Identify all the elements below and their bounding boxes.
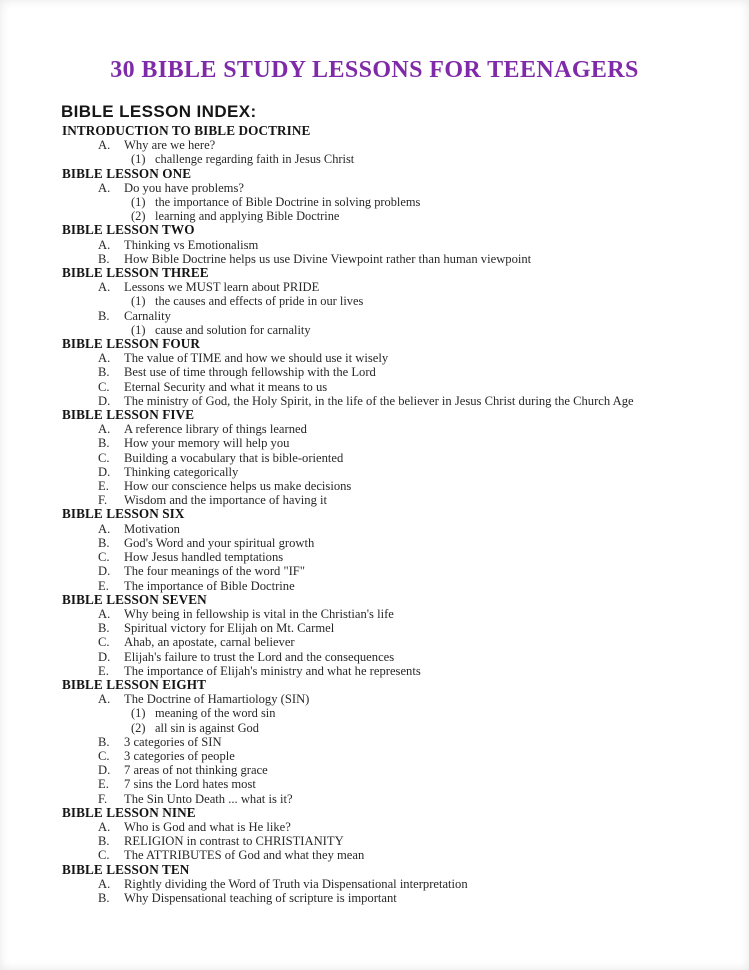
item-text: Why being in fellowship is vital in the Christian's life — [124, 606, 394, 621]
lesson-heading: BIBLE LESSON NINE — [62, 804, 196, 820]
index-item — [0, 522, 749, 536]
lesson-heading: BIBLE LESSON TWO — [62, 222, 195, 238]
item-text: 7 areas of not thinking grace — [124, 763, 268, 778]
item-text: 3 categories of SIN — [124, 734, 222, 749]
item-label: (1) — [131, 706, 146, 721]
item-label: C. — [98, 848, 110, 863]
index-item — [0, 749, 749, 763]
item-text: Who is God and what is He like? — [124, 819, 291, 834]
index-item — [0, 692, 749, 706]
lesson-heading: BIBLE LESSON EIGHT — [62, 676, 206, 692]
item-label: A. — [98, 819, 111, 834]
index-item — [0, 579, 749, 593]
lesson-heading: BIBLE LESSON FIVE — [62, 407, 195, 423]
item-text: The Doctrine of Hamartiology (SIN) — [124, 692, 310, 707]
index-item — [0, 365, 749, 379]
item-text: Building a vocabulary that is bible-oriented — [124, 450, 344, 465]
lesson-heading: BIBLE LESSON SEVEN — [62, 591, 207, 607]
index-item — [0, 877, 749, 891]
index-item — [0, 436, 749, 450]
index-item — [0, 564, 749, 578]
item-label: A. — [98, 180, 111, 195]
index-item — [0, 351, 749, 365]
index-item — [0, 891, 749, 905]
item-label: A. — [98, 138, 111, 153]
item-text: Wisdom and the importance of having it — [124, 493, 328, 508]
item-label: E. — [98, 663, 109, 678]
item-text: The importance of Bible Doctrine — [124, 578, 295, 593]
item-label: A. — [98, 876, 111, 891]
item-label: D. — [98, 564, 111, 579]
index-item — [0, 195, 749, 209]
index-item — [0, 465, 749, 479]
item-label: B. — [98, 890, 110, 905]
index-item — [0, 451, 749, 465]
index-item — [0, 607, 749, 621]
item-text: How Jesus handled temptations — [124, 550, 284, 565]
index-item — [0, 635, 749, 649]
lesson-heading: BIBLE LESSON THREE — [62, 265, 209, 281]
item-label: E. — [98, 777, 109, 792]
lesson-heading: BIBLE LESSON TEN — [62, 861, 190, 877]
item-text: The ministry of God, the Holy Spirit, in the life of the believer in Jesus Christ during the Church Age — [124, 393, 634, 408]
item-label: E. — [98, 578, 109, 593]
item-label: B. — [98, 251, 110, 266]
item-label: B. — [98, 621, 110, 636]
item-label: D. — [98, 464, 111, 479]
item-text: Lessons we MUST learn about PRIDE — [124, 280, 320, 295]
item-label: B. — [98, 308, 110, 323]
item-text: 3 categories of people — [124, 748, 235, 763]
index-item — [0, 664, 749, 678]
index-item — [0, 309, 749, 323]
item-text: learning and applying Bible Doctrine — [155, 209, 340, 224]
item-text: Rightly dividing the Word of Truth via Dispensational interpretation — [124, 876, 468, 891]
item-text: Thinking categorically — [124, 464, 239, 479]
index-item — [0, 834, 749, 848]
index-item — [0, 209, 749, 223]
item-text: How your memory will help you — [124, 436, 290, 451]
index-item — [0, 650, 749, 664]
item-text: The importance of Elijah's ministry and what he represents — [124, 663, 421, 678]
item-text: 7 sins the Lord hates most — [124, 777, 256, 792]
item-text: Thinking vs Emotionalism — [124, 237, 259, 252]
lesson-heading: INTRODUCTION TO BIBLE DOCTRINE — [62, 123, 311, 138]
index-item — [0, 394, 749, 408]
item-text: Ahab, an apostate, carnal believer — [124, 635, 295, 650]
index-item — [0, 479, 749, 493]
index-item — [0, 735, 749, 749]
item-text: the importance of Bible Doctrine in solving problems — [155, 195, 421, 210]
index-item — [0, 721, 749, 735]
lesson-heading: BIBLE LESSON FOUR — [62, 336, 201, 352]
item-label: B. — [98, 535, 110, 550]
item-text: Do you have problems? — [124, 180, 244, 195]
item-text: The ATTRIBUTES of God and what they mean — [124, 848, 365, 863]
item-text: How our conscience helps us make decisions — [124, 479, 352, 494]
item-text: RELIGION in contrast to CHRISTIANITY — [124, 834, 344, 849]
item-label: C. — [98, 635, 110, 650]
item-label: E. — [98, 479, 109, 494]
index-item — [0, 181, 749, 195]
lesson-heading: BIBLE LESSON SIX — [62, 506, 185, 522]
item-label: (1) — [131, 152, 146, 167]
lesson-index-list — [0, 124, 749, 905]
item-label: A. — [98, 237, 111, 252]
item-text: cause and solution for carnality — [155, 322, 311, 337]
item-label: F. — [98, 493, 108, 508]
index-item — [0, 792, 749, 806]
item-text: How Bible Doctrine helps us use Divine Viewpoint rather than human viewpoint — [124, 251, 532, 266]
item-text: the causes and effects of pride in our lives — [155, 294, 364, 309]
item-label: (2) — [131, 209, 146, 224]
index-item — [0, 422, 749, 436]
item-text: challenge regarding faith in Jesus Christ — [155, 152, 355, 167]
index-item — [0, 536, 749, 550]
item-text: Why Dispensational teaching of scripture is important — [124, 890, 397, 905]
item-label: A. — [98, 422, 111, 437]
index-item — [0, 380, 749, 394]
item-text: Motivation — [124, 521, 180, 536]
item-label: A. — [98, 280, 111, 295]
item-label: F. — [98, 791, 108, 806]
index-item — [0, 323, 749, 337]
index-item — [0, 280, 749, 294]
item-text: A reference library of things learned — [124, 422, 307, 437]
item-label: D. — [98, 763, 111, 778]
item-label: B. — [98, 436, 110, 451]
item-text: Elijah's failure to trust the Lord and the consequences — [124, 649, 395, 664]
item-label: A. — [98, 351, 111, 366]
index-item — [0, 294, 749, 308]
item-text: Eternal Security and what it means to us — [124, 379, 328, 394]
item-label: C. — [98, 379, 110, 394]
index-item — [0, 238, 749, 252]
item-label: A. — [98, 606, 111, 621]
index-item — [0, 621, 749, 635]
item-text: Best use of time through fellowship with the Lord — [124, 365, 376, 380]
item-label: C. — [98, 748, 110, 763]
index-item — [0, 138, 749, 152]
item-label: (1) — [131, 195, 146, 210]
item-text: all sin is against God — [155, 720, 259, 735]
item-label: C. — [98, 450, 110, 465]
index-item — [0, 252, 749, 266]
item-label: B. — [98, 365, 110, 380]
item-text: Carnality — [124, 308, 171, 323]
item-label: (2) — [131, 720, 146, 735]
index-item — [0, 493, 749, 507]
item-text: The Sin Unto Death ... what is it? — [124, 791, 293, 806]
item-label: A. — [98, 521, 111, 536]
index-item — [0, 848, 749, 862]
index-heading: BIBLE LESSON INDEX: — [61, 102, 257, 121]
item-label: D. — [98, 393, 111, 408]
index-item — [0, 820, 749, 834]
index-item — [0, 706, 749, 720]
item-text: Spiritual victory for Elijah on Mt. Carmel — [124, 621, 335, 636]
item-text: The four meanings of the word "IF" — [124, 564, 305, 579]
item-label: (1) — [131, 294, 146, 309]
index-item — [0, 763, 749, 777]
index-item — [0, 550, 749, 564]
item-label: D. — [98, 649, 111, 664]
item-label: (1) — [131, 322, 146, 337]
index-item — [0, 152, 749, 166]
item-label: C. — [98, 550, 110, 565]
index-item — [0, 777, 749, 791]
item-label: B. — [98, 834, 110, 849]
lesson-heading: BIBLE LESSON ONE — [62, 165, 192, 181]
item-text: The value of TIME and how we should use it wisely — [124, 351, 389, 366]
item-text: Why are we here? — [124, 138, 216, 153]
item-text: God's Word and your spiritual growth — [124, 535, 315, 550]
item-label: B. — [98, 734, 110, 749]
item-label: A. — [98, 692, 111, 707]
document-title: 30 BIBLE STUDY LESSONS FOR TEENAGERS — [110, 57, 639, 83]
item-text: meaning of the word sin — [155, 706, 276, 721]
